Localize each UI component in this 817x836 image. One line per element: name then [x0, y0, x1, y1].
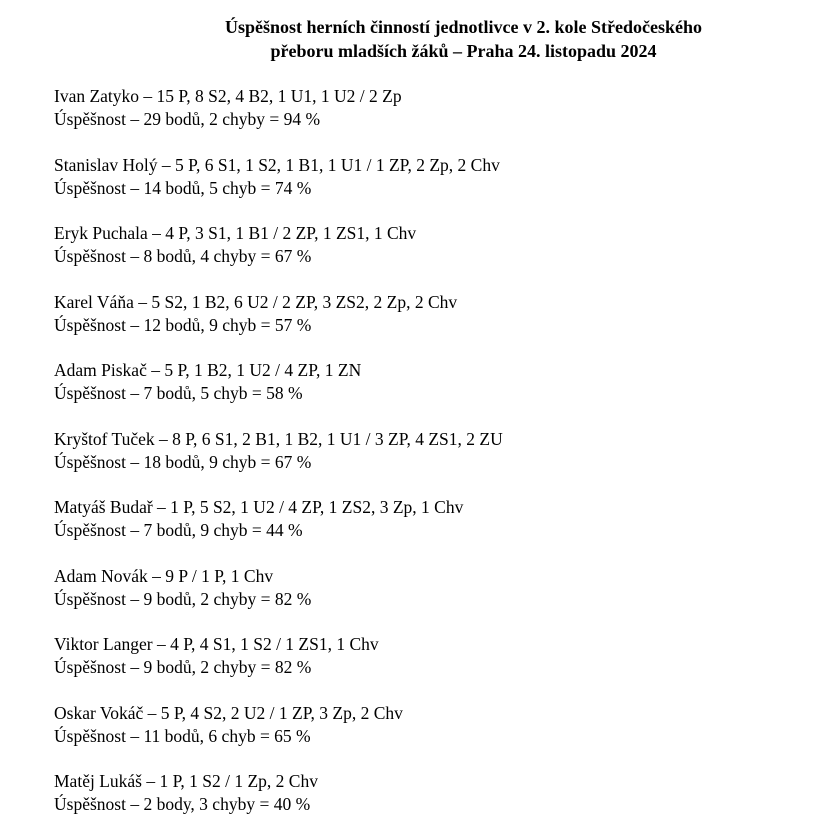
- player-success-line: Úspěšnost – 8 bodů, 4 chyby = 67 %: [54, 246, 312, 266]
- player-success-line: Úspěšnost – 9 bodů, 2 chyby = 82 %: [54, 657, 312, 677]
- player-success-line: Úspěšnost – 11 bodů, 6 chyb = 65 %: [54, 725, 311, 746]
- title-line-2: přeboru mladších žáků – Praha 24. listopadu 2024: [270, 41, 657, 61]
- player-stats-line: Matěj Lukáš – 1 P, 1 S2 / 1 Zp, 2 Chv: [54, 771, 318, 791]
- player-success-line: Úspěšnost – 7 bodů, 9 chyb = 44 %: [54, 520, 303, 540]
- player-success-line: Úspěšnost – 2 body, 3 chyby = 40 %: [54, 794, 311, 814]
- player-entry: [54, 154, 817, 200]
- player-entries-list: [54, 85, 817, 816]
- player-entry: [54, 359, 817, 405]
- player-stats-line: Ivan Zatyko – 15 P, 8 S2, 4 B2, 1 U1, 1 U2 / 2 Zp: [54, 86, 402, 106]
- player-entry: [54, 428, 817, 474]
- player-success-line: Úspěšnost – 14 bodů, 5 chyb = 74 %: [54, 177, 312, 198]
- player-stats-line: Stanislav Holý – 5 P, 6 S1, 1 S2, 1 B1, 1 U1 / 1 ZP, 2 Zp, 2 Chv: [54, 154, 500, 175]
- player-stats-line: Oskar Vokáč – 5 P, 4 S2, 2 U2 / 1 ZP, 3 Zp, 2 Chv: [54, 702, 403, 723]
- player-stats-line: Viktor Langer – 4 P, 4 S1, 1 S2 / 1 ZS1, 1 Chv: [54, 634, 379, 654]
- player-stats-line: Karel Váňa – 5 S2, 1 B2, 6 U2 / 2 ZP, 3 ZS2, 2 Zp, 2 Chv: [54, 291, 458, 312]
- player-entry: [54, 85, 817, 131]
- player-entry: [54, 633, 817, 679]
- player-success-line: Úspěšnost – 9 bodů, 2 chyby = 82 %: [54, 588, 312, 609]
- player-entry: [54, 222, 817, 268]
- player-entry: [54, 702, 817, 748]
- player-success-line: Úspěšnost – 12 bodů, 9 chyb = 57 %: [54, 314, 312, 335]
- player-success-line: Úspěšnost – 29 bodů, 2 chyby = 94 %: [54, 109, 321, 129]
- player-entry: [54, 565, 817, 611]
- title-line-1: Úspěšnost herních činností jednotlivce v 2. kole Středočeského: [225, 17, 702, 37]
- player-success-line: Úspěšnost – 18 bodů, 9 chyb = 67 %: [54, 451, 312, 472]
- player-stats-line: Eryk Puchala – 4 P, 3 S1, 1 B1 / 2 ZP, 1 ZS1, 1 Chv: [54, 223, 417, 243]
- player-entry: [54, 291, 817, 337]
- player-entry: [54, 496, 817, 542]
- player-stats-line: Kryštof Tuček – 8 P, 6 S1, 2 B1, 1 B2, 1 U1 / 3 ZP, 4 ZS1, 2 ZU: [54, 428, 503, 449]
- player-stats-line: Matyáš Budař – 1 P, 5 S2, 1 U2 / 4 ZP, 1 ZS2, 3 Zp, 1 Chv: [54, 497, 464, 517]
- document-title: [110, 15, 817, 63]
- player-stats-line: Adam Piskač – 5 P, 1 B2, 1 U2 / 4 ZP, 1 ZN: [54, 360, 362, 380]
- player-success-line: Úspěšnost – 7 bodů, 5 chyb = 58 %: [54, 383, 303, 403]
- player-entry: [54, 770, 817, 816]
- player-stats-line: Adam Novák – 9 P / 1 P, 1 Chv: [54, 565, 274, 586]
